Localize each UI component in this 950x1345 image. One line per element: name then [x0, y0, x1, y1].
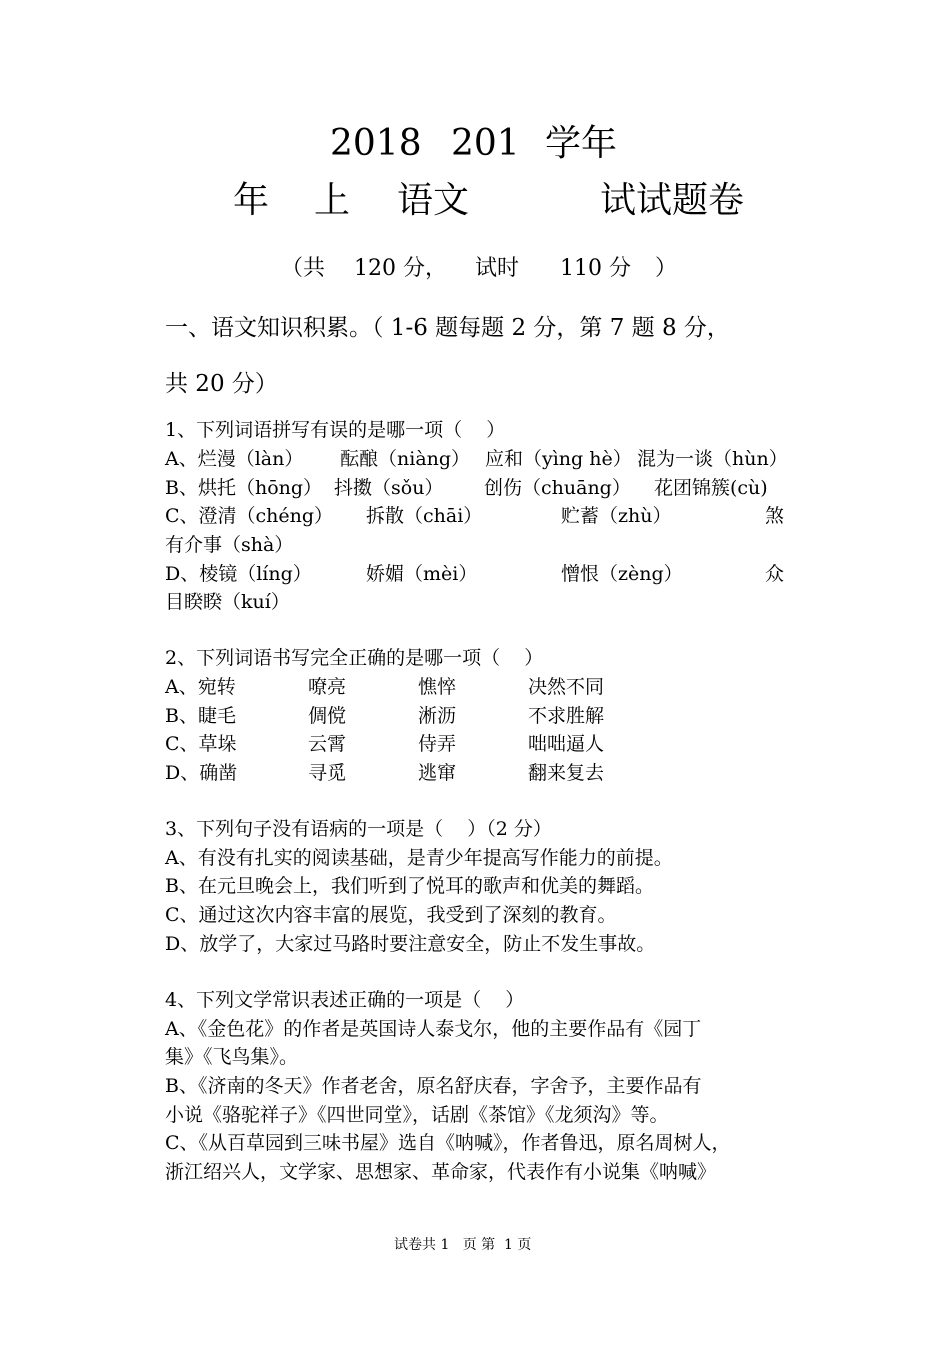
title-grade: 年 [233, 180, 270, 221]
q4-option-a-line1: A、《金色花》的作者是英国诗人泰戈尔，他的主要作品有《园丁 [165, 1018, 702, 1040]
title-year-start: 2018 [330, 123, 422, 164]
q1-option-b-3: 创伤（chuāng） [484, 477, 631, 499]
q1-option-d-cont: 目睽睽（kuí） [165, 591, 290, 613]
q2-option-b-3: 淅沥 [418, 705, 457, 727]
q2-option-a-4: 决然不同 [528, 676, 605, 698]
q2-option-b-4: 不求胜解 [528, 705, 605, 727]
q1-option-a-1: A、烂漫（làn） [165, 448, 304, 470]
section1-heading-line2: 共 20 分） [165, 371, 278, 397]
q2-option-a-3: 憔悴 [418, 676, 457, 698]
q1-option-b-2: 抖擞（sǒu） [334, 477, 444, 499]
title-subject: 语文 [397, 180, 470, 221]
q3-option-d: D、放学了，大家过马路时要注意安全，防止不发生事故。 [165, 933, 656, 955]
q2-stem: 2、下列词语书写完全正确的是哪一项（ ） [165, 647, 544, 669]
q2-option-a-1: A、宛转 [165, 676, 236, 698]
q4-stem: 4、下列文学常识表述正确的一项是（ ） [165, 989, 525, 1011]
q1-option-c-1: C、澄清（chéng） [165, 505, 334, 527]
q2-option-c-4: 咄咄逼人 [528, 733, 605, 755]
section1-heading-line1: 一、语文知识积累。（ 1-6 题每题 2 分，第 7 题 8 分， [165, 315, 730, 341]
q1-option-d-1: D、棱镜（líng） [165, 563, 312, 585]
subtitle-open: （共 [281, 256, 326, 281]
q4-option-b-line1: B、《济南的冬天》作者老舍，原名舒庆春，字舍予，主要作品有 [165, 1075, 702, 1097]
q2-option-d-2: 寻觅 [308, 762, 347, 784]
title-paper: 试试题卷 [600, 180, 745, 221]
title-year-end: 201 [451, 123, 520, 164]
q2-option-c-3: 侍弄 [418, 733, 457, 755]
title-term: 上 [314, 180, 351, 221]
subtitle-close: ） [655, 256, 678, 281]
q3-option-a: A、有没有扎实的阅读基础，是青少年提高写作能力的前提。 [165, 847, 673, 869]
q2-option-d-3: 逃窜 [418, 762, 457, 784]
q1-option-c-2: 拆散（chāi） [366, 505, 483, 527]
q1-stem: 1、下列词语拼写有误的是哪一项（ ） [165, 419, 506, 441]
q2-option-b-2: 倜傥 [308, 705, 347, 727]
q2-option-c-1: C、草垛 [165, 733, 237, 755]
q4-option-b-line2: 小说《骆驼祥子》《四世同堂》，话剧《茶馆》《龙须沟》等。 [165, 1104, 669, 1126]
q1-option-a-2: 酝酿（niàng） [340, 448, 471, 470]
q2-option-d-4: 翻来复去 [528, 762, 605, 784]
q1-option-a-4: 混为一谈（hùn） [637, 448, 788, 470]
q1-option-a-3: 应和（yìng hè） [485, 448, 632, 470]
q1-option-c-cont: 有介事（shà） [165, 534, 294, 556]
q1-option-c-3: 贮蓄（zhù） [561, 505, 672, 527]
q1-option-b-1: B、烘托（hōng） [165, 477, 323, 499]
q2-option-a-2: 嘹亮 [308, 676, 347, 698]
q2-option-b-1: B、睫毛 [165, 705, 236, 727]
subtitle-time: 110 分 [560, 256, 631, 281]
subtitle-time-label: 试时 [475, 256, 520, 281]
q1-option-d-3: 憎恨（zèng） [561, 563, 683, 585]
page-footer: 试卷共 1 页 第 1 页 [394, 1237, 532, 1253]
q1-option-d-2: 娇媚（mèi） [366, 563, 478, 585]
q4-option-c-line1: C、《从百草园到三味书屋》选自《呐喊》，作者鲁迅，原名周树人， [165, 1132, 731, 1154]
q4-option-c-line2: 浙江绍兴人，文学家、思想家、革命家，代表作有小说集《呐喊》 [165, 1161, 717, 1183]
q1-option-c-4: 煞 [765, 505, 785, 527]
q4-option-a-line2: 集》《飞鸟集》。 [165, 1046, 299, 1068]
q2-option-d-1: D、确凿 [165, 762, 238, 784]
q1-option-d-4: 众 [765, 563, 785, 585]
q1-option-b-4: 花团锦簇(cù) [654, 477, 768, 499]
q3-option-c: C、通过这次内容丰富的展览，我受到了深刻的教育。 [165, 904, 617, 926]
q3-option-b: B、在元旦晚会上，我们听到了悦耳的歌声和优美的舞蹈。 [165, 875, 654, 897]
subtitle-score: 120 分， [354, 256, 447, 281]
title-school-year: 学年 [545, 123, 618, 164]
q2-option-c-2: 云霄 [308, 733, 347, 755]
q3-stem: 3、下列句子没有语病的一项是（ ）（2 分） [165, 818, 552, 840]
